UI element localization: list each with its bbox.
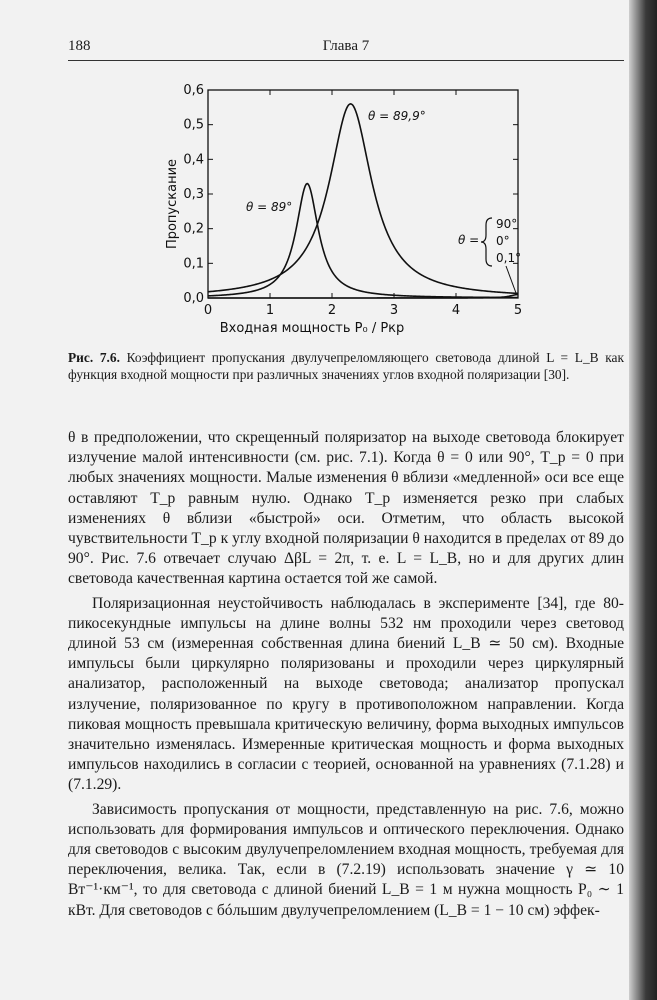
plot-frame — [208, 90, 518, 298]
chapter-title: Глава 7 — [322, 38, 370, 54]
chart-ticks — [183, 83, 522, 318]
paragraph: Поляризационная неустойчивость наблюдалась в эксперименте [34], где 80-пикосекундные импульсы на длине волны 532 нм проходили через световод длиной 53 см (измеренная собственная длина биений L_B ≃ 50 см). Входные импульсы были циркулярно поляризованы и проходили через циркулярный анализатор, расположенный на выходе световода; анализатор пропускал излучение, поляризованное по кругу в противоположном направлении. Когда пиковая мощность превышала критическую величину, форма выходных импульсов значительно изменялась. Измеренные критическая мощность и форма выходных импульсов находились в согласии с теорией, основанной на уравнениях (7.1.28) и (7.1.29). — [68, 594, 624, 794]
paragraph: Зависимость пропускания от мощности, представленную на рис. 7.6, можно использовать для формирования импульсов и оптического переключения. Однако для световодов с высоким двулучепреломлением входная мощность, требуемая для переключения, велика. Так, если в (7.2.19) использовать значение γ ≃ 10 Вт⁻¹·км⁻¹, то для световода с длиной биений L_B = 1 м нужна мощность P₀ ∼ 1 кВт. Для световодов с бóльшим двулучепреломлением (L_B = 1 − 10 см) эффек- — [68, 800, 624, 919]
x-axis-label: Входная мощность P₀ / Pкр — [219, 321, 405, 336]
x-tick-label: 0 — [203, 303, 213, 318]
label-theta-89: θ = 89° — [246, 200, 293, 214]
brace-value-90: 90° — [496, 217, 518, 231]
y-tick-label: 0,5 — [183, 117, 204, 133]
x-tick-label: 2 — [327, 303, 337, 318]
y-tick-label: 0,1 — [183, 256, 204, 272]
y-tick-label: 0,3 — [183, 187, 204, 202]
body-text — [68, 428, 624, 921]
header-rule — [68, 60, 624, 61]
x-tick-label: 5 — [513, 303, 523, 318]
caption-text: Коэффициент пропускания двулучепреломляющего световода длиной L = L_B как функция входной мощности при различных значениях углов входной поляризации [30]. — [68, 350, 624, 382]
y-axis-label: Пропускание — [165, 158, 180, 250]
series-line-0 — [208, 104, 518, 294]
x-tick-label: 1 — [265, 303, 275, 318]
label-theta-eq: θ = — [458, 233, 480, 247]
label-theta-899: θ = 89,9° — [368, 109, 426, 123]
y-tick-label: 0,0 — [183, 291, 204, 306]
brace-value-01: 0,1° — [496, 251, 522, 265]
brace-value-0: 0° — [496, 234, 510, 248]
x-tick-label: 3 — [389, 303, 399, 318]
figure-caption — [68, 350, 624, 383]
transmission-chart — [150, 78, 540, 348]
paragraph: θ в предположении, что скрещенный поляризатор на выходе световода блокирует излучение малой интенсивности (см. рис. 7.1). Когда θ = 0 или 90°, T_p = 0 при любых значениях мощности. Малые изменения θ вблизи «медленной» оси все еще оставляют T_p равным нулю. Однако T_p изменяется резко при слабых изменениях θ вблизи «быстрой» оси. Отметим, что область высокой чувствительности T_p к углу входной поляризации θ находится в пределах от 89 до 90°. Рис. 7.6 отвечает случаю ΔβL = 2π, т. е. L = L_B, но и для других длин световода качественная картина остается той же самой. — [68, 429, 624, 588]
page-number: 188 — [68, 38, 91, 54]
caption-label: Рис. 7.6. — [68, 350, 120, 365]
chart-axes — [208, 90, 518, 298]
y-tick-label: 0,2 — [183, 221, 204, 237]
annotation-arrow — [506, 266, 516, 293]
x-tick-label: 4 — [451, 303, 461, 318]
series-line-2 — [208, 295, 518, 298]
page-edge-shadow — [629, 0, 657, 1000]
y-tick-label: 0,4 — [183, 152, 204, 168]
brace-icon — [481, 218, 492, 266]
y-tick-label: 0,6 — [183, 83, 204, 98]
